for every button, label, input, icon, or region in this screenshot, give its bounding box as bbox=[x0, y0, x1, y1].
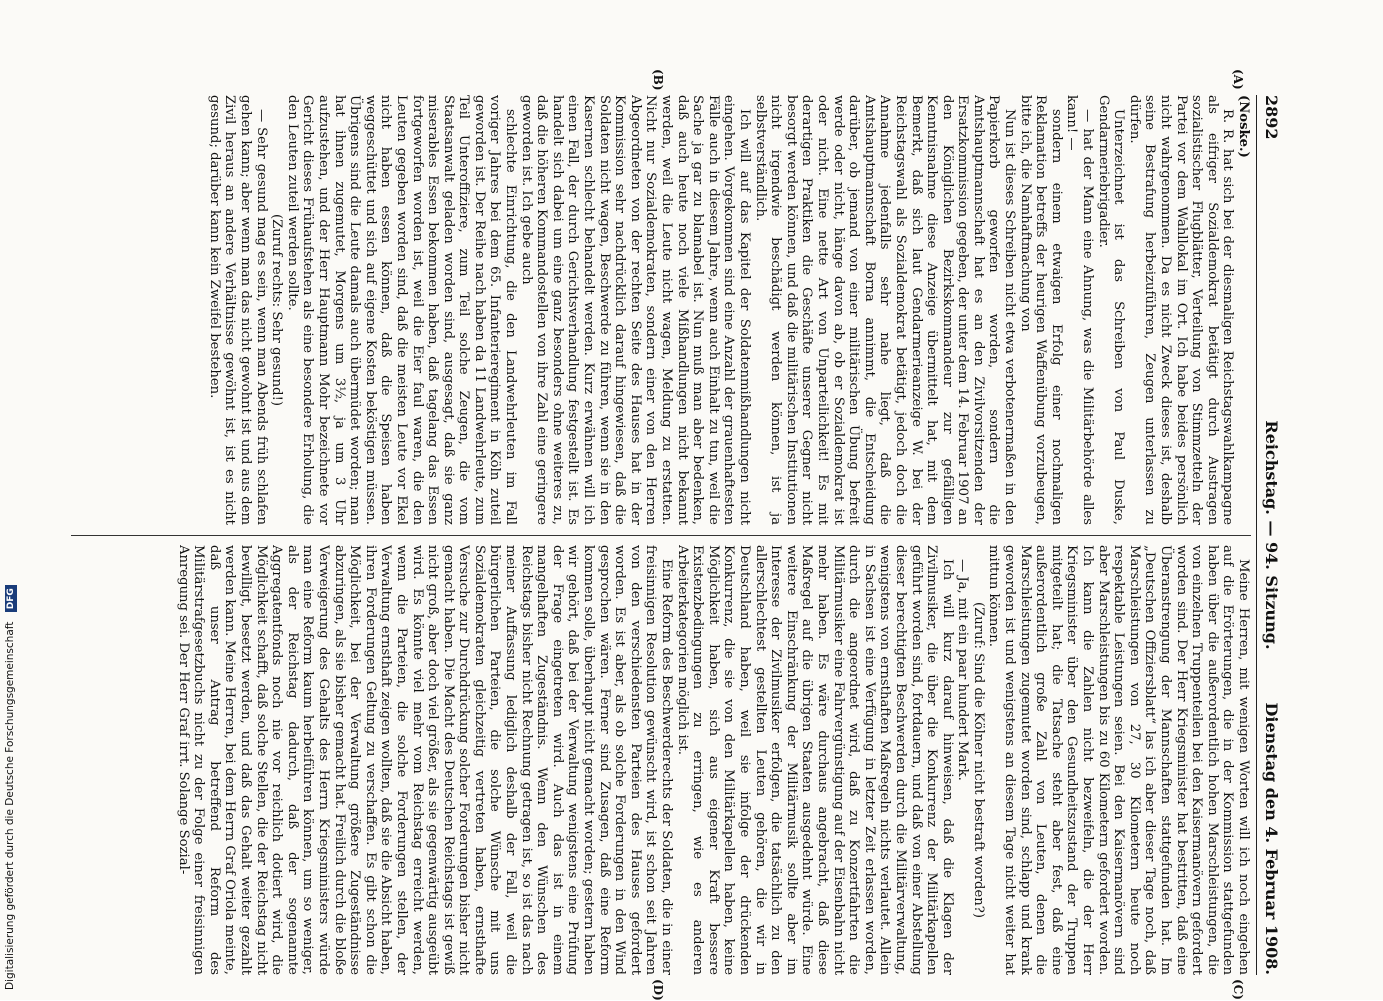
digitization-credit bbox=[4, 585, 17, 990]
paragraph: — hat der Mann eine Ahnung, was die Militärbehörde alles kann! — bbox=[1064, 95, 1096, 525]
paragraph: Nun ist dieses Schreiben nicht etwa verbotenermaßen in den Papierkorb geworfen worden, sondern die Amtshauptmannschaft hat es an den Zivilvorsitzenden der Ersatzkommission gegeben, der unter dem 14. Februar 1907 an den Königlichen Bezirkskommandeur zur gefälligen Kenntnisnahme diese Anzeige übermittelt hat, mit dem Bemerkt, daß sich laut Gendarmerieanzeige W. bei der Reichstagswahl als Sozialdemokrat betätigt, jedoch doch die Annahme jedenfalls sehr nahe liegt, daß die Amtshauptmannschaft Borna annimmt, die Entscheidung darüber, ob jemand von einer militärischen Übung befreit werde oder nicht, hänge davon ab, ob er Sozialdemokrat ist oder nicht. Eine nette Art von Unparteilichkeit! Es mit derartigen Praktiken die Geschäfte unserer Gegner nicht besorgt werden können, und daß die militärischen Institutionen nicht irgendwie beschädigt werden können, ist ja selbstverständlich. bbox=[752, 95, 1018, 525]
margin-mark-b: (B) bbox=[651, 69, 665, 91]
rotated-page-content bbox=[60, 69, 1285, 1001]
right-column bbox=[71, 545, 1251, 975]
page-number: 2892 bbox=[1262, 95, 1281, 140]
interjection: (Zuruf: Sind die Kölner nicht bestraft worden?) bbox=[970, 601, 986, 919]
paragraph: Meine Herren, mit wenigen Worten will ich noch eingehen auf die Erörterungen, die in der Kommission stattgefunden haben über die außerordentlich hohen Marschleistungen, die von einzelnen Truppenteilen bei den Kaisermanövern gefordert worden sind. Der Herr Kriegsminister hat bestritten, daß eine Überanstrengung der Mannschaften stattgefunden hat. Im „Deutschen Offiziersblatt“ las ich aber dieser Tage noch, daß Marschleistungen von 27, 30 Kilometern heute noch respektable Leistungen seien. Bei den Kaisermanövern sind aber Marschleistungen bis zu 60 Kilometern gefordert worden. Ich kann die Zahlen nicht bezweifeln, die der Herr Kriegsminister über den Gesundheitszustand der Truppen mitgeteilt hat; die Tatsache steht aber fest, daß eine außerordentlich große Zahl von Leuten, denen die Marschleistungen zugemutet worden sind, schlapp und krank geworden ist und wenigstens an diesem Tage nicht weiter hat mittun können. bbox=[986, 545, 1251, 975]
paragraph: Unterzeichnet ist das Schreiben von Paul Duske, Gendarmeriebrigadier. bbox=[1095, 95, 1127, 525]
paragraph: — Sehr gesund mag es sein, wenn man Abends früh schlafen gehen kann; aber wenn man das nicht gewohnt ist und aus dem Zivil heraus an andere Verhältnisse gewöhnt ist, ist es nicht gesund; darüber kann kein Zweifel bestehen. bbox=[206, 95, 269, 525]
column-divider bbox=[71, 535, 1251, 536]
header-rule bbox=[1256, 95, 1257, 975]
paragraph: schlechte Einrichtung, die den Landwehrleuten im Fall voriger Jahres bei dem 65. Infanterieregiment in Köln zuteil geworden ist. Der Reihe nach haben da 11 Landwehrleute, zum Teil Unteroffiziere, zum Teil solche Zeugen, die vom Staatsanwalt geladen worden sind, ausgesagt, daß sie ganz miserables Essen bekommen haben, daß tagelang das Essen fortgeworfen worden ist, weil die Eier faul waren, die den Leuten gegeben worden sind, daß die meisten Leute vor Ekel nicht haben essen können, daß die Speisen haben weggeschüttet und sich auf eigene Kosten beköstigen müssen. Übrigens sind die Leute damals auch übermüdet worden; man hat ihnen zugemutet, Morgens um 3½, ja um 3 Uhr aufzustehen, und der Herr Hauptmann Mohr bezeichnete vor Gericht dieses Frühaufstehen als eine besondere Erholung, die den Leuten zuteil werden sollte. bbox=[284, 95, 519, 525]
speaker-note: (Noske.) bbox=[1236, 95, 1251, 158]
session-title: Reichstag. — 94. Sitzung. bbox=[1262, 420, 1281, 650]
margin-mark-d: (D) bbox=[651, 979, 665, 1001]
paragraph: R. R. hat sich bei der diesmaligen Reichstagswahlkampagne als eifriger Sozialdemokrat betätigt durch Austragen sozialistischer Flugblätter, Verteilung von Stimmzetteln der Partei vor dem Wahllokal im Ort. Ich habe beides persönlich nicht wahrgenommen. Da es nicht Zweck dieses ist, deshalb seine Bestrafung herbeizuführen, Zeugen unterlassen zu dürfen. bbox=[1126, 95, 1236, 525]
left-column bbox=[71, 95, 1251, 525]
paragraph: — Ja, mit ein paar hundert Mark. bbox=[955, 559, 971, 781]
session-date: Dienstag den 4. Februar 1908. bbox=[1262, 702, 1281, 975]
page-header bbox=[1257, 95, 1285, 975]
paragraph: Ich will kurz darauf hinweisen, daß die Klagen der Zivilmusiker, die über die Konkurrenz der Militärkapellen geführt worden sind, fortdauern, und daß von einer Abstellung dieser berechtigten Beschwerden durch die Militärverwaltung, wenigstens von ernsthaften Maßregeln nichts verlautet. Allein in Sachsen ist eine Verfügung in letzter Zeit erlassen worden, durch die angeordnet wird, daß zu Konzertfahrten die Militärmusiker eine Fahrvergünstigung auf der Eisenbahn nicht mehr haben. Es wäre durchaus angebracht, daß diese Maßregel auf die übrigen Staaten ausgedehnt würde. Eine weitere Einschränkung der Militärmusik sollte aber im Interesse der Zivilmusiker erfolgen, die tatsächlich zu den allerschlechtest gestellten Leuten gehören, die wir in Deutschland haben, weil sie infolge der drückenden Konkurrenz, die sie von den Militärkapellen haben, keine Möglichkeit haben, sich aus eigener Kraft bessere Existenzbedingungen zu erringen, wie es anderen Arbeiterkategorien möglich ist. bbox=[674, 545, 955, 975]
paragraph: Eine Reform des Beschwerderechts der Soldaten, die in einer freisinnigen Resolution gewünscht wird, ist schon seit Jahren von den verschiedensten Parteien des Hauses gefordert worden. Es ist aber, als ob solche Forderungen in den Wind gesprochen wären. Ferner sind Zusagen, daß eine Reform kommen solle, überhaupt nicht gemacht worden; gestern haben wir gehört, daß bei der Verwaltung wenigstens eine Prüfung der Frage eingetreten wird. Auch das ist in einem mangelhaften Zugeständnis. Wenn den Wünschen des Reichstags bisher nicht Rechnung getragen ist, so ist das nach meiner Auffassung lediglich deshalb der Fall, weil die bürgerlichen Parteien, die solche Wünsche mit uns Sozialdemokraten gleichzeitig vertreten haben, ernsthafte Versuche zur Durchdrückung solcher Forderungen bisher nicht gemacht haben. Die Macht des Deutschen Reichstags ist gewiß nicht groß, aber doch viel größer, als sie gegenwärtig ausgeübt wird. Es könnte viel mehr vom Reichstag erreicht werden, wenn die Parteien, die solche Forderungen stellen, der Verwaltung ernsthaft zeigen wollten, daß sie die Absicht haben, ihren Forderungen Geltung zu verschaffen. Es gibt schon die Möglichkeit, bei der Verwaltung größere Zugeständnisse abzuringen, als sie bisher gemacht hat. Freilich durch die bloße Verweigerung des Gehalts des Herrn Kriegsministers würde man eine Reform kaum herbeiführen können, um so weniger, als der Reichstag dadurch, daß der sogenannte Aggregatentfonds noch nie vor reichlich dotiert wird, die Möglichkeit schafft, daß solche Stellen, die der Reichstag nicht bewilligt, besetzt werden, und daß das Gehalt weiter gezahlt werden kann. Meine Herren, bei dem Herrn Graf Oriola meinte, daß unser Antrag betreffend Reform des Militärstrafgesetzbuchs nicht zu der Folge einer freisinnigen Anregung sei. Der Herr Graf irrt. Solange Sozial- bbox=[175, 545, 675, 975]
credit-text: Digitalisierung gefördert durch die Deutsche Forschungsgemeinschaft bbox=[4, 621, 16, 990]
margin-mark-a: (A) bbox=[1231, 69, 1245, 90]
margin-mark-c: (C) bbox=[1231, 979, 1245, 1000]
paragraph: sondern einem etwaigen Erfolg einer nochmaligen Reklamation betreffs der heurigen Waffenübung vorzubeugen, bitte ich, die Namhaftmachung von bbox=[1017, 95, 1064, 525]
paragraph: Ich will auf das Kapitel der Soldatenmißhandlungen nicht eingehen. Vorgekommen sind eine Anzahl der grauenhaftesten Fälle auch in diesem Jahre, wenn auch Einhalt zu tun, weil die Sache ja gar zu blamabel ist. Nun muß man aber bedenken, daß auch heute noch viele Mißhandlungen nicht bekannt werden, weil die Leute nicht wagen, Meldung zu erstatten. Nicht nur Sozialdemokraten, sondern einer von den Herren Abgeordneten von der rechten Seite des Hauses hat in der Kommission sehr nachdrücklich darauf hingewiesen, daß die Soldaten nicht wagen, Beschwerde zu führen, wenn sie in den Kasernen schlecht behandelt werden. Kurz erwähnen will ich einen Fall, der durch Gerichtsverhandlung festgestellt ist. Es handelt sich dabei um eine ganz besonders ohne weiteres zu, daß die höheren Kommandostellen von ihre Zahl eine geringere geworden ist. Ich gebe auch bbox=[518, 95, 752, 525]
interjection: (Zuruf rechts: Sehr gesund!) bbox=[269, 213, 285, 407]
dfg-logo: DFG bbox=[5, 585, 17, 612]
